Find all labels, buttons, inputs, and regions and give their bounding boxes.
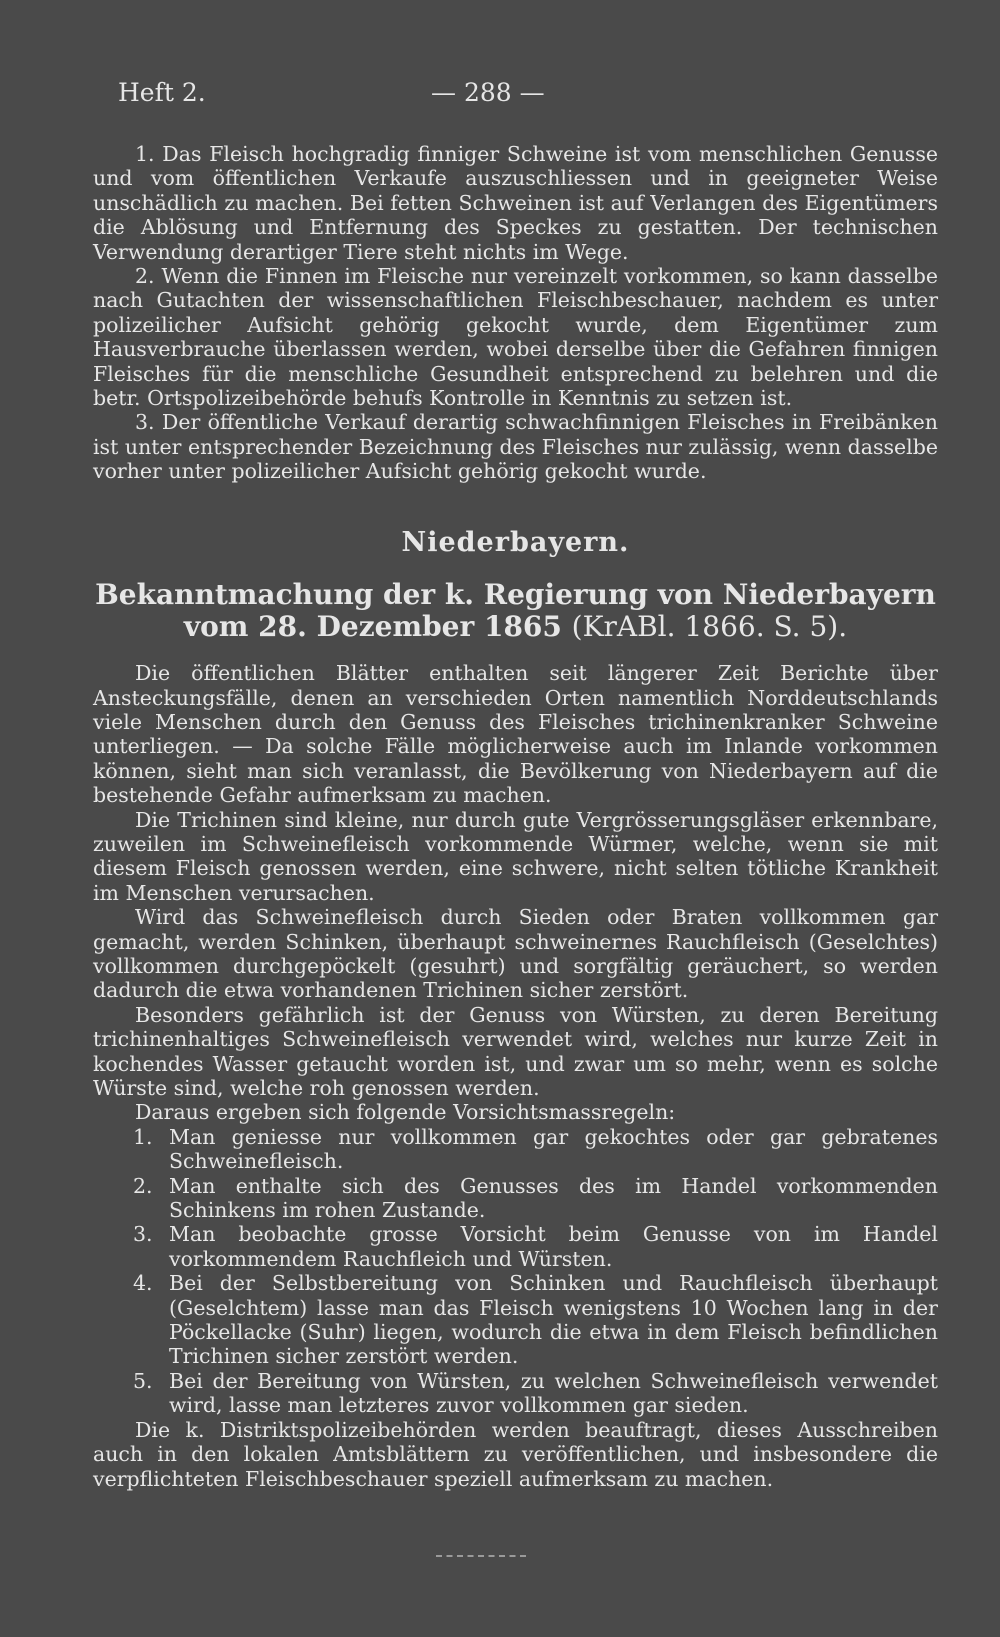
page-header: [118, 72, 878, 112]
decree-title: [93, 579, 938, 643]
regulation-item: [93, 410, 938, 483]
regulation-number: 3.: [135, 410, 155, 435]
rule-text: Man enthalte sich des Genusses des im Handel vorkommenden Schinkens im rohen Zustande.: [169, 1173, 938, 1223]
rule-number: 5.: [133, 1368, 153, 1393]
rule-number: 1.: [133, 1124, 153, 1149]
paragraph: Die Trichinen sind kleine, nur durch gute Vergrösserungsgläser erkennbare, zuweilen im Schweinefleisch vorkommende Würmer, welche, wenn sie mit diesem Fleisch genossen werden, eine schwere, nicht selten tötliche Krankheit im Menschen verursachen.: [93, 807, 938, 905]
regulation-text: Der öffentliche Verkauf derartig schwachfinnigen Fleisches in Freibänken ist unter entsprechender Bezeichnung des Fleisches nur zulässig, wenn dasselbe vorher unter polizeilicher Aufsicht gehörig gekocht wurde.: [93, 410, 938, 484]
paragraph: Besonders gefährlich ist der Genuss von Würsten, zu deren Bereitung trichinenhaltiges Schweinefleisch verwendet wird, welches nur kurze Zeit in kochendes Wasser getaucht worden ist, und zwar um so mehr, wenn es solche Würste sind, welche roh genossen werden.: [93, 1002, 938, 1100]
rule-item: [93, 1369, 938, 1418]
paragraph: Wird das Schweinefleisch durch Sieden oder Braten vollkommen gar gemacht, werden Schinken, überhaupt schweinernes Rauchfleisch (Geselchtes) vollkommen durchgepöckelt (gesuhrt) und sorgfältig geräuchert, so werden dadurch die etwa vorhandenen Trichinen sicher zerstört.: [93, 905, 938, 1003]
paragraph: Die öffentlichen Blätter enthalten seit längerer Zeit Berichte über Ansteckungsfälle, denen an verschieden Orten namentlich Norddeutschlands viele Menschen durch den Genuss des Fleisches trichinenkranker Schweine unterliegen. — Da solche Fälle möglicherweise auch im Inlande vorkommen können, sieht man sich veranlasst, die Bevölkerung von Niederbayern auf die bestehende Gefahr aufmerksam zu machen.: [93, 661, 938, 808]
regulation-item: [93, 264, 938, 410]
decree-source: (KrABl. 1866. S. 5).: [571, 610, 848, 644]
rule-item: [93, 1222, 938, 1271]
page-body: [93, 142, 938, 1491]
rule-text: Bei der Selbstbereitung von Schinken und Rauchfleisch überhaupt (Geselchtem) lasse man das Fleisch wenigstens 10 Wochen lang in der Pöckellacke (Suhr) liegen, wodurch die etwa in dem Fleisch befindlichen Trichinen sicher zerstört werden.: [169, 1271, 938, 1369]
section-title: Niederbayern.: [401, 526, 630, 558]
regulation-number: 1.: [135, 142, 155, 166]
rule-item: [93, 1174, 938, 1223]
decree-title-text: Bekanntmachung der k. Regierung von Niederbayern vom 28. Dezember 1865: [95, 578, 936, 644]
rule-text: Man geniesse nur vollkommen gar gekochtes oder gar gebratenes Schweinefleisch.: [169, 1124, 938, 1174]
rule-item: [93, 1125, 938, 1174]
page-number: — 288 —: [431, 78, 545, 107]
regulation-number: 2.: [135, 264, 155, 289]
rule-item: [93, 1271, 938, 1369]
rule-text: Bei der Bereitung von Würsten, zu welchen Schweinefleisch verwendet wird, lasse man letzteres zuvor vollkommen gar sieden.: [169, 1368, 938, 1418]
rule-number: 3.: [133, 1222, 153, 1247]
regulation-text: Das Fleisch hochgradig finniger Schweine ist vom menschlichen Genusse und vom öffentlichen Verkaufe auszuschliessen und in geeigneter Weise unschädlich zu machen. Bei fetten Schweinen ist auf Verlangen des Eigentümers die Ablösung und Entfernung des Speckes zu gestatten. Der technischen Verwendung derartiger Tiere steht nichts im Wege.: [93, 142, 938, 264]
regulation-item: [93, 142, 938, 264]
issue-label: Heft 2.: [118, 78, 206, 107]
regulation-text: Wenn die Finnen im Fleische nur vereinzelt vorkommen, so kann dasselbe nach Gutachten der wissenschaftlichen Fleischbeschauer, nachdem es unter polizeilicher Aufsicht gehörig gekocht wurde, dem Eigentümer zum Hausverbrauche überlassen werden, wobei derselbe über die Gefahren finnigen Fleisches für die menschliche Gesundheit entsprechend zu belehren und die betr. Ortspolizeibehörde behufs Kontrolle in Kenntnis zu setzen ist.: [93, 264, 938, 411]
footer-divider: [436, 1555, 526, 1557]
paragraph: Daraus ergeben sich folgende Vorsichtsmassregeln:: [135, 1100, 676, 1125]
rule-number: 4.: [133, 1271, 153, 1296]
closing-paragraph: Die k. Distriktspolizeibehörden werden beauftragt, dieses Ausschreiben auch in den lokalen Amtsblättern zu veröffentlichen, und insbesondere die verpflichteten Fleischbeschauer speziell aufmerksam zu machen.: [93, 1417, 938, 1491]
rule-text: Man beobachte grosse Vorsicht beim Genusse von im Handel vorkommendem Rauchfleich und Würsten.: [169, 1222, 938, 1271]
rule-number: 2.: [133, 1173, 153, 1198]
